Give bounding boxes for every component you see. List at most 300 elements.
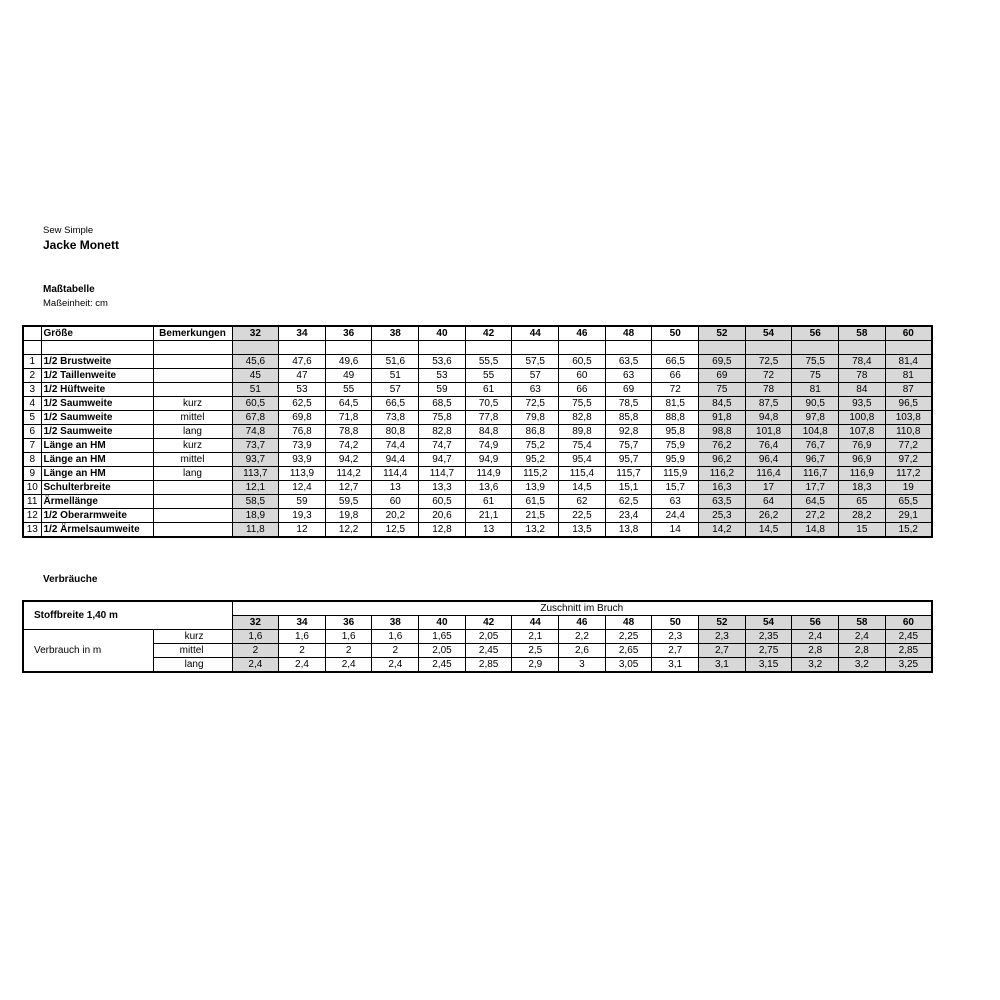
measurement-value: 114,7 xyxy=(419,467,466,481)
consumption-value: 2,4 xyxy=(325,658,372,673)
row-number: 13 xyxy=(23,523,41,538)
consumption-value: 2,4 xyxy=(279,658,326,673)
measurement-value: 13,5 xyxy=(559,523,606,538)
measurement-value: 95,8 xyxy=(652,425,699,439)
measurement-label: 1/2 Oberarmweite xyxy=(41,509,153,523)
table-row xyxy=(23,509,932,523)
consumption-value: 3,2 xyxy=(792,658,839,673)
measurement-value: 47,6 xyxy=(279,355,326,369)
measurement-value: 60,5 xyxy=(232,397,279,411)
measurement-value: 76,9 xyxy=(839,439,886,453)
measurement-value: 12,2 xyxy=(325,523,372,538)
size-header-cell: 40 xyxy=(419,326,466,341)
spacer-cell xyxy=(419,341,466,355)
consumption-size-cell: 46 xyxy=(559,616,606,630)
measurement-value: 78,5 xyxy=(605,397,652,411)
table-row xyxy=(23,355,932,369)
spacer-cell xyxy=(559,341,606,355)
measurement-value: 103,8 xyxy=(885,411,932,425)
consumption-value: 2,25 xyxy=(605,630,652,644)
measurement-value: 13 xyxy=(465,523,512,538)
measurement-value: 60 xyxy=(372,495,419,509)
measurement-value: 15 xyxy=(839,523,886,538)
measurement-value: 95,9 xyxy=(652,453,699,467)
measurement-value: 66,5 xyxy=(652,355,699,369)
measurement-value: 21,5 xyxy=(512,509,559,523)
measurement-value: 79,8 xyxy=(512,411,559,425)
consumption-size-cell: 44 xyxy=(512,616,559,630)
consumption-row-label: Verbrauch in m xyxy=(34,644,102,656)
fabric-width-label: Stoffbreite 1,40 m xyxy=(23,601,232,630)
measurement-value: 13,8 xyxy=(605,523,652,538)
size-header-cell: 50 xyxy=(652,326,699,341)
measurement-value: 19 xyxy=(885,481,932,495)
table-row xyxy=(23,658,932,673)
measurement-value: 94,2 xyxy=(325,453,372,467)
measurement-value: 101,8 xyxy=(745,425,792,439)
measurement-value: 12,8 xyxy=(419,523,466,538)
measurement-value: 60,5 xyxy=(419,495,466,509)
measurement-value: 16,3 xyxy=(699,481,746,495)
measurement-value: 115,9 xyxy=(652,467,699,481)
consumption-value: 3,2 xyxy=(839,658,886,673)
measurement-value: 84,5 xyxy=(699,397,746,411)
measurement-value: 64,5 xyxy=(325,397,372,411)
size-header-cell: 60 xyxy=(885,326,932,341)
measurement-value: 66 xyxy=(652,369,699,383)
consumption-value: 3,1 xyxy=(699,658,746,673)
row-number: 5 xyxy=(23,411,41,425)
measurement-value: 27,2 xyxy=(792,509,839,523)
measurement-value: 82,8 xyxy=(419,425,466,439)
measurement-value: 63 xyxy=(512,383,559,397)
cut-note: Zuschnitt im Bruch xyxy=(232,601,932,616)
table-row xyxy=(23,523,932,538)
spacer-cell xyxy=(465,341,512,355)
measurement-value: 20,2 xyxy=(372,509,419,523)
measurement-value: 91,8 xyxy=(699,411,746,425)
measurement-value: 69,8 xyxy=(279,411,326,425)
row-number-header xyxy=(23,326,41,341)
consumption-value: 2,9 xyxy=(512,658,559,673)
measurement-value: 62,5 xyxy=(605,495,652,509)
consumption-title: Verbräuche xyxy=(43,574,98,585)
table-row xyxy=(23,439,932,453)
consumption-value: 2,8 xyxy=(792,644,839,658)
row-number: 2 xyxy=(23,369,41,383)
measurement-value: 66 xyxy=(559,383,606,397)
measurement-value: 57,5 xyxy=(512,355,559,369)
measurement-value: 15,1 xyxy=(605,481,652,495)
row-number: 10 xyxy=(23,481,41,495)
consumption-value: 2,6 xyxy=(559,644,606,658)
consumption-value: 2,4 xyxy=(372,658,419,673)
measurement-value: 28,2 xyxy=(839,509,886,523)
consumption-value: 1,6 xyxy=(372,630,419,644)
measurement-value: 11,8 xyxy=(232,523,279,538)
measurement-value: 65,5 xyxy=(885,495,932,509)
size-header-cell: 56 xyxy=(792,326,839,341)
consumption-value: 2 xyxy=(232,644,279,658)
measurement-value: 47 xyxy=(279,369,326,383)
measurement-value: 85,8 xyxy=(605,411,652,425)
measurement-value: 75 xyxy=(699,383,746,397)
measurement-value: 55,5 xyxy=(465,355,512,369)
consumption-value: 2,5 xyxy=(512,644,559,658)
measurement-remark: mittel xyxy=(153,411,232,425)
consumption-value: 2 xyxy=(372,644,419,658)
measurement-value: 73,7 xyxy=(232,439,279,453)
consumption-size-cell: 60 xyxy=(885,616,932,630)
consumption-size-cell: 52 xyxy=(699,616,746,630)
measurement-label: 1/2 Saumweite xyxy=(41,425,153,439)
size-header-cell: 36 xyxy=(325,326,372,341)
consumption-value: 2 xyxy=(325,644,372,658)
measurement-value: 75,8 xyxy=(419,411,466,425)
measurement-value: 90,5 xyxy=(792,397,839,411)
measurement-value: 76,8 xyxy=(279,425,326,439)
consumption-value: 2,3 xyxy=(652,630,699,644)
measurement-value: 72,5 xyxy=(512,397,559,411)
size-header-cell: 44 xyxy=(512,326,559,341)
measurement-value: 72 xyxy=(652,383,699,397)
measurement-label: 1/2 Saumweite xyxy=(41,397,153,411)
table-row xyxy=(23,383,932,397)
measurement-value: 95,2 xyxy=(512,453,559,467)
measurement-value: 63,5 xyxy=(699,495,746,509)
table-row xyxy=(23,425,932,439)
size-header-row xyxy=(23,326,932,341)
consumption-header-row xyxy=(23,601,932,616)
consumption-table xyxy=(22,600,933,673)
measurement-value: 115,2 xyxy=(512,467,559,481)
consumption-value: 3,1 xyxy=(652,658,699,673)
measurement-value: 45,6 xyxy=(232,355,279,369)
measurement-value: 95,4 xyxy=(559,453,606,467)
measurement-value: 60 xyxy=(559,369,606,383)
measurement-remark xyxy=(153,509,232,523)
measurement-value: 114,4 xyxy=(372,467,419,481)
measurement-value: 66,5 xyxy=(372,397,419,411)
measurement-value: 81 xyxy=(885,369,932,383)
row-number: 9 xyxy=(23,467,41,481)
measurement-value: 73,9 xyxy=(279,439,326,453)
size-header-cell: 58 xyxy=(839,326,886,341)
measurement-value: 26,2 xyxy=(745,509,792,523)
consumption-size-cell: 32 xyxy=(232,616,279,630)
consumption-remark: mittel xyxy=(153,644,232,658)
measurement-value: 60,5 xyxy=(559,355,606,369)
measurement-value: 12,7 xyxy=(325,481,372,495)
spacer-cell xyxy=(792,341,839,355)
measurement-value: 114,9 xyxy=(465,467,512,481)
measurement-value: 75,9 xyxy=(652,439,699,453)
consumption-value: 2,05 xyxy=(419,644,466,658)
spacer-row xyxy=(23,341,932,355)
measurement-value: 57 xyxy=(512,369,559,383)
measurement-value: 65 xyxy=(839,495,886,509)
measurement-value: 63 xyxy=(652,495,699,509)
consumption-size-cell: 36 xyxy=(325,616,372,630)
measurement-value: 62 xyxy=(559,495,606,509)
measurement-table xyxy=(22,325,933,538)
consumption-size-cell: 42 xyxy=(465,616,512,630)
consumption-value: 2,75 xyxy=(745,644,792,658)
consumption-value: 2,3 xyxy=(699,630,746,644)
consumption-size-cell: 54 xyxy=(745,616,792,630)
spacer-cell xyxy=(512,341,559,355)
measurement-value: 95,7 xyxy=(605,453,652,467)
measurement-value: 59 xyxy=(279,495,326,509)
measurement-remark: kurz xyxy=(153,397,232,411)
row-number: 12 xyxy=(23,509,41,523)
consumption-value: 2,05 xyxy=(465,630,512,644)
spacer-cell xyxy=(232,341,279,355)
measurement-value: 97,8 xyxy=(792,411,839,425)
consumption-size-cell: 40 xyxy=(419,616,466,630)
row-number: 7 xyxy=(23,439,41,453)
consumption-value: 2,85 xyxy=(465,658,512,673)
spacer-cell xyxy=(41,341,153,355)
measurement-label: 1/2 Taillenweite xyxy=(41,369,153,383)
measurement-value: 98,8 xyxy=(699,425,746,439)
consumption-size-cell: 34 xyxy=(279,616,326,630)
measurement-value: 75,5 xyxy=(559,397,606,411)
consumption-value: 2,45 xyxy=(885,630,932,644)
measurement-value: 13,9 xyxy=(512,481,559,495)
row-number: 8 xyxy=(23,453,41,467)
measurement-value: 14,5 xyxy=(745,523,792,538)
measurement-value: 69,5 xyxy=(699,355,746,369)
size-header-cell: 42 xyxy=(465,326,512,341)
measurement-value: 17,7 xyxy=(792,481,839,495)
measurement-value: 78 xyxy=(839,369,886,383)
size-header-label: Größe xyxy=(41,326,153,341)
consumption-remark: lang xyxy=(153,658,232,673)
measurement-value: 94,7 xyxy=(419,453,466,467)
table-row xyxy=(23,397,932,411)
measurement-value: 76,4 xyxy=(745,439,792,453)
measurement-value: 75,4 xyxy=(559,439,606,453)
consumption-value: 2,8 xyxy=(839,644,886,658)
measurement-value: 12,1 xyxy=(232,481,279,495)
measurement-value: 87 xyxy=(885,383,932,397)
measurement-value: 69 xyxy=(605,383,652,397)
spacer-cell xyxy=(839,341,886,355)
measurement-value: 72 xyxy=(745,369,792,383)
consumption-value: 2,7 xyxy=(699,644,746,658)
row-number: 4 xyxy=(23,397,41,411)
spacer-cell xyxy=(325,341,372,355)
remarks-header: Bemerkungen xyxy=(153,326,232,341)
measurement-value: 14 xyxy=(652,523,699,538)
size-header-cell: 32 xyxy=(232,326,279,341)
size-header-cell: 54 xyxy=(745,326,792,341)
measurement-value: 81,5 xyxy=(652,397,699,411)
measurement-label: Schulterbreite xyxy=(41,481,153,495)
consumption-remark: kurz xyxy=(153,630,232,644)
measurement-value: 96,7 xyxy=(792,453,839,467)
measurement-value: 12,4 xyxy=(279,481,326,495)
measurement-remark: lang xyxy=(153,425,232,439)
consumption-value: 3,15 xyxy=(745,658,792,673)
measurement-value: 113,7 xyxy=(232,467,279,481)
measurement-value: 58,5 xyxy=(232,495,279,509)
measurement-remark: lang xyxy=(153,467,232,481)
measurement-value: 63 xyxy=(605,369,652,383)
spacer-cell xyxy=(605,341,652,355)
measurement-value: 64,5 xyxy=(792,495,839,509)
consumption-value: 2,4 xyxy=(232,658,279,673)
consumption-value: 1,6 xyxy=(232,630,279,644)
consumption-value: 2,7 xyxy=(652,644,699,658)
measurement-value: 14,5 xyxy=(559,481,606,495)
spacer-cell xyxy=(699,341,746,355)
measurement-value: 63,5 xyxy=(605,355,652,369)
measurement-label: 1/2 Hüftweite xyxy=(41,383,153,397)
consumption-value: 2,45 xyxy=(465,644,512,658)
consumption-value: 2,35 xyxy=(745,630,792,644)
consumption-value: 2,1 xyxy=(512,630,559,644)
measurement-label: 1/2 Saumweite xyxy=(41,411,153,425)
consumption-value: 2,45 xyxy=(419,658,466,673)
measurement-value: 13,2 xyxy=(512,523,559,538)
measurement-value: 51 xyxy=(232,383,279,397)
measurement-label: Länge an HM xyxy=(41,467,153,481)
spacer-cell xyxy=(372,341,419,355)
measurement-value: 96,9 xyxy=(839,453,886,467)
measurement-value: 113,9 xyxy=(279,467,326,481)
measurement-value: 14,2 xyxy=(699,523,746,538)
measurement-remark xyxy=(153,355,232,369)
consumption-size-cell: 58 xyxy=(839,616,886,630)
measurement-remark: kurz xyxy=(153,439,232,453)
measurement-value: 81,4 xyxy=(885,355,932,369)
size-header-cell: 34 xyxy=(279,326,326,341)
table-row xyxy=(23,467,932,481)
document-title: Jacke Monett xyxy=(43,238,120,252)
measurement-value: 18,3 xyxy=(839,481,886,495)
measurement-value: 94,4 xyxy=(372,453,419,467)
measurement-value: 75,5 xyxy=(792,355,839,369)
measurement-label: 1/2 Ärmelsaumweite xyxy=(41,523,153,538)
measurement-value: 116,7 xyxy=(792,467,839,481)
measurement-value: 51 xyxy=(372,369,419,383)
measurement-value: 19,8 xyxy=(325,509,372,523)
table-row xyxy=(23,481,932,495)
consumption-value: 1,65 xyxy=(419,630,466,644)
measurement-value: 76,7 xyxy=(792,439,839,453)
measurement-value: 61,5 xyxy=(512,495,559,509)
table-row xyxy=(23,369,932,383)
consumption-value: 3 xyxy=(559,658,606,673)
measurement-value: 61 xyxy=(465,383,512,397)
measurement-value: 74,7 xyxy=(419,439,466,453)
consumption-value: 1,6 xyxy=(325,630,372,644)
measurement-value: 100,8 xyxy=(839,411,886,425)
measurement-value: 62,5 xyxy=(279,397,326,411)
measurement-value: 15,2 xyxy=(885,523,932,538)
measurement-remark xyxy=(153,495,232,509)
measurement-value: 89,8 xyxy=(559,425,606,439)
measurement-value: 86,8 xyxy=(512,425,559,439)
consumption-value: 2,85 xyxy=(885,644,932,658)
size-header-cell: 38 xyxy=(372,326,419,341)
measurement-value: 24,4 xyxy=(652,509,699,523)
measurement-value: 15,7 xyxy=(652,481,699,495)
measurement-value: 94,8 xyxy=(745,411,792,425)
measurement-value: 77,8 xyxy=(465,411,512,425)
measurement-remark xyxy=(153,369,232,383)
measurement-value: 17 xyxy=(745,481,792,495)
measurement-value: 115,7 xyxy=(605,467,652,481)
table-row xyxy=(23,630,932,644)
measurement-value: 12 xyxy=(279,523,326,538)
measurement-value: 93,7 xyxy=(232,453,279,467)
measurement-value: 13 xyxy=(372,481,419,495)
measurement-value: 116,4 xyxy=(745,467,792,481)
measurement-value: 74,4 xyxy=(372,439,419,453)
spacer-cell xyxy=(153,341,232,355)
measurement-value: 55 xyxy=(325,383,372,397)
measurement-value: 49,6 xyxy=(325,355,372,369)
measurement-value: 53 xyxy=(419,369,466,383)
measurement-value: 29,1 xyxy=(885,509,932,523)
measurement-value: 14,8 xyxy=(792,523,839,538)
measurement-label: 1/2 Brustweite xyxy=(41,355,153,369)
measurement-value: 78,8 xyxy=(325,425,372,439)
measurement-value: 107,8 xyxy=(839,425,886,439)
consumption-value: 2 xyxy=(279,644,326,658)
consumption-value: 2,65 xyxy=(605,644,652,658)
measurement-value: 20,6 xyxy=(419,509,466,523)
measurement-value: 18,9 xyxy=(232,509,279,523)
consumption-value: 2,4 xyxy=(792,630,839,644)
measurement-value: 21,1 xyxy=(465,509,512,523)
measurement-remark xyxy=(153,383,232,397)
measurement-value: 96,5 xyxy=(885,397,932,411)
consumption-value: 2,4 xyxy=(839,630,886,644)
measurement-value: 25,3 xyxy=(699,509,746,523)
measurement-label: Länge an HM xyxy=(41,453,153,467)
table-row xyxy=(23,644,932,658)
measurement-value: 114,2 xyxy=(325,467,372,481)
consumption-value: 3,05 xyxy=(605,658,652,673)
measurement-value: 71,8 xyxy=(325,411,372,425)
size-header-cell: 48 xyxy=(605,326,652,341)
measurement-value: 53 xyxy=(279,383,326,397)
measurement-value: 61 xyxy=(465,495,512,509)
mass-table-title: Maßtabelle xyxy=(43,284,95,295)
measurement-value: 84 xyxy=(839,383,886,397)
measurement-value: 51,6 xyxy=(372,355,419,369)
measurement-value: 110,8 xyxy=(885,425,932,439)
measurement-value: 19,3 xyxy=(279,509,326,523)
measurement-value: 69 xyxy=(699,369,746,383)
consumption-value: 2,2 xyxy=(559,630,606,644)
table-row xyxy=(23,411,932,425)
spacer-cell xyxy=(885,341,932,355)
measurement-value: 116,9 xyxy=(839,467,886,481)
size-header-cell: 46 xyxy=(559,326,606,341)
row-number: 1 xyxy=(23,355,41,369)
measurement-value: 74,9 xyxy=(465,439,512,453)
measurement-value: 92,8 xyxy=(605,425,652,439)
measurement-value: 117,2 xyxy=(885,467,932,481)
consumption-size-cell: 56 xyxy=(792,616,839,630)
measurement-value: 93,5 xyxy=(839,397,886,411)
measurement-value: 64 xyxy=(745,495,792,509)
